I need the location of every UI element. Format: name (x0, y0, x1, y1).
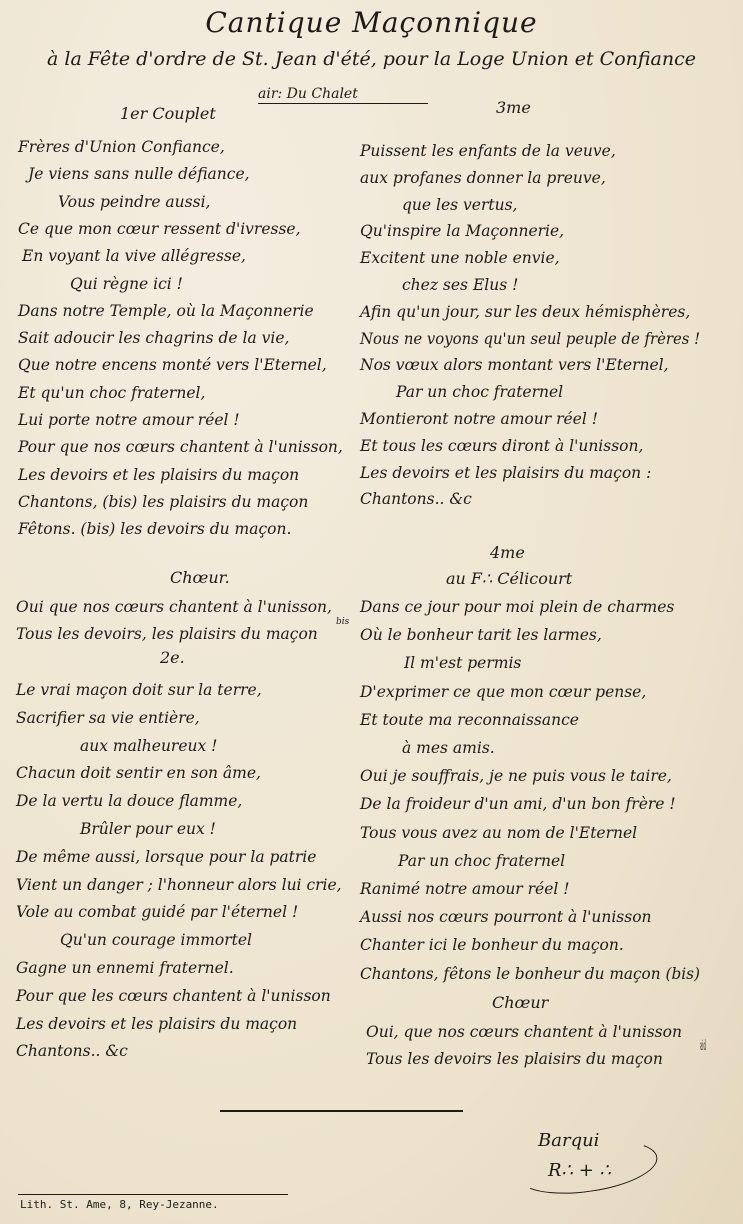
verse-line: à mes amis. (402, 739, 495, 757)
verse-line: aux malheureux ! (80, 736, 218, 755)
signature-mark: R∴ + ∴ (548, 1160, 611, 1181)
chorus-line: Oui, que nos cœurs chantent à l'unisson (366, 1023, 682, 1041)
verse-line: Nos vœux alors montant vers l'Eternel, (360, 356, 669, 375)
couplet-1-heading: 1er Couplet (120, 104, 216, 123)
verse-line: Et toute ma reconnaissance (360, 710, 579, 729)
verse-line: Chanter ici le bonheur du maçon. (360, 936, 624, 955)
verse-line: Sait adoucir les chagrins de la vie, (18, 329, 290, 348)
verse-line: Tous vous avez au nom de l'Eternel (360, 823, 638, 842)
verse-line: Gagne un ennemi fraternel. (16, 959, 234, 977)
verse-line: Ce que mon cœur ressent d'ivresse, (18, 219, 301, 238)
verse-line: Frères d'Union Confiance, (18, 138, 225, 156)
page-subtitle: à la Fête d'ordre de St. Jean d'été, pour la Loge Union et Confiance (47, 48, 696, 70)
air-underline (258, 103, 428, 104)
chorus-line: Tous les devoirs les plaisirs du maçon (366, 1050, 663, 1068)
verse-line: Ranimé notre amour réel ! (360, 880, 570, 898)
verse-line: Dans ce jour pour moi plein de charmes (360, 598, 675, 616)
verse-line: Et qu'un choc fraternel, (18, 383, 206, 402)
verse-line: Les devoirs et les plaisirs du maçon : (360, 463, 652, 482)
verse-line: De la froideur d'un ami, d'un bon frère ! (360, 795, 676, 814)
verse-line: Qu'un courage immortel (60, 931, 252, 950)
couplet-2-heading: 2e. (160, 648, 185, 667)
chorus-heading: Chœur (492, 993, 549, 1012)
verse-line: Que notre encens monté vers l'Eternel, (18, 356, 327, 375)
verse-line: Qui règne ici ! (70, 274, 183, 293)
verse-line: chez ses Elus ! (402, 276, 519, 294)
air-indication: air: Du Chalet (258, 86, 358, 102)
verse-line: Fêtons. (bis) les devoirs du maçon. (18, 520, 292, 539)
verse-line: Afin qu'un jour, sur les deux hémisphères, (360, 302, 691, 321)
verse-line: Nous ne voyons qu'un seul peuple de frères ! (360, 329, 701, 348)
verse-line: Les devoirs et les plaisirs du maçon (16, 1014, 298, 1033)
verse-line: Vole au combat guidé par l'éternel ! (16, 903, 299, 922)
chorus-bis-mark: bis (336, 617, 350, 627)
verse-line: Chantons.. &c (16, 1042, 128, 1061)
verse-line: Par un choc fraternel (396, 383, 564, 402)
verse-line: Oui je souffrais, je ne puis vous le taire, (360, 767, 672, 786)
verse-line: Chantons, (bis) les plaisirs du maçon (18, 492, 309, 511)
verse-line: Et tous les cœurs diront à l'unisson, (360, 436, 644, 455)
verse-line: Vous peindre aussi, (58, 192, 211, 211)
verse-line: Chacun doit sentir en son âme, (16, 764, 261, 783)
printer-imprint: Lith. St. Ame, 8, Rey-Jezanne. (20, 1198, 219, 1211)
verse-line: Chantons.. &c (360, 490, 472, 509)
verse-line: Le vrai maçon doit sur la terre, (16, 681, 262, 699)
verse-line: Aussi nos cœurs pourront à l'unisson (360, 908, 652, 927)
page-title: Cantique Maçonnique (205, 6, 538, 39)
verse-line: Excitent une noble envie, (360, 249, 560, 268)
signature-name: Barqui (538, 1130, 600, 1151)
couplet-4-heading: 4me (490, 543, 525, 562)
verse-line: aux profanes donner la preuve, (360, 168, 606, 187)
verse-line: Chantons, fêtons le bonheur du maçon (bis) (360, 964, 701, 983)
couplet-4-dedication: au F∴ Célicourt (446, 569, 573, 588)
verse-line: Il m'est permis (404, 654, 522, 673)
verse-line: Pour que les cœurs chantent à l'unisson (16, 986, 331, 1005)
verse-line: Par un choc fraternel (398, 851, 566, 870)
verse-line: Brûler pour eux ! (80, 820, 216, 838)
verse-line: De la vertu la douce flamme, (16, 792, 243, 811)
chorus-line: Oui que nos cœurs chantent à l'unisson, (16, 598, 332, 616)
verse-line: Dans notre Temple, où la Maçonnerie (18, 301, 314, 320)
verse-line: Où le bonheur tarit les larmes, (360, 626, 602, 645)
verse-line: Qu'inspire la Maçonnerie, (360, 222, 565, 241)
verse-line: D'exprimer ce que mon cœur pense, (360, 682, 647, 701)
verse-line: Pour que nos cœurs chantent à l'unisson, (18, 438, 343, 457)
verse-line: Lui porte notre amour réel ! (18, 411, 240, 429)
closing-rule (220, 1110, 463, 1112)
couplet-3-heading: 3me (496, 98, 531, 117)
chorus-bis-mark: bis (700, 1038, 706, 1054)
verse-line: que les vertus, (402, 195, 518, 214)
verse-line: Puissent les enfants de la veuve, (360, 142, 616, 160)
verse-line: Vient un danger ; l'honneur alors lui crie, (16, 875, 342, 894)
verse-line: Les devoirs et les plaisirs du maçon (18, 465, 300, 484)
verse-line: Sacrifier sa vie entière, (16, 708, 200, 727)
verse-line: Montieront notre amour réel ! (360, 410, 598, 428)
chorus-line: Tous les devoirs, les plaisirs du maçon (16, 625, 318, 643)
chorus-heading: Chœur. (170, 568, 230, 587)
verse-line: De même aussi, lorsque pour la patrie (16, 847, 317, 866)
verse-line: En voyant la vive allégresse, (22, 247, 246, 266)
verse-line: Je viens sans nulle défiance, (28, 165, 250, 184)
imprint-rule (18, 1194, 288, 1195)
